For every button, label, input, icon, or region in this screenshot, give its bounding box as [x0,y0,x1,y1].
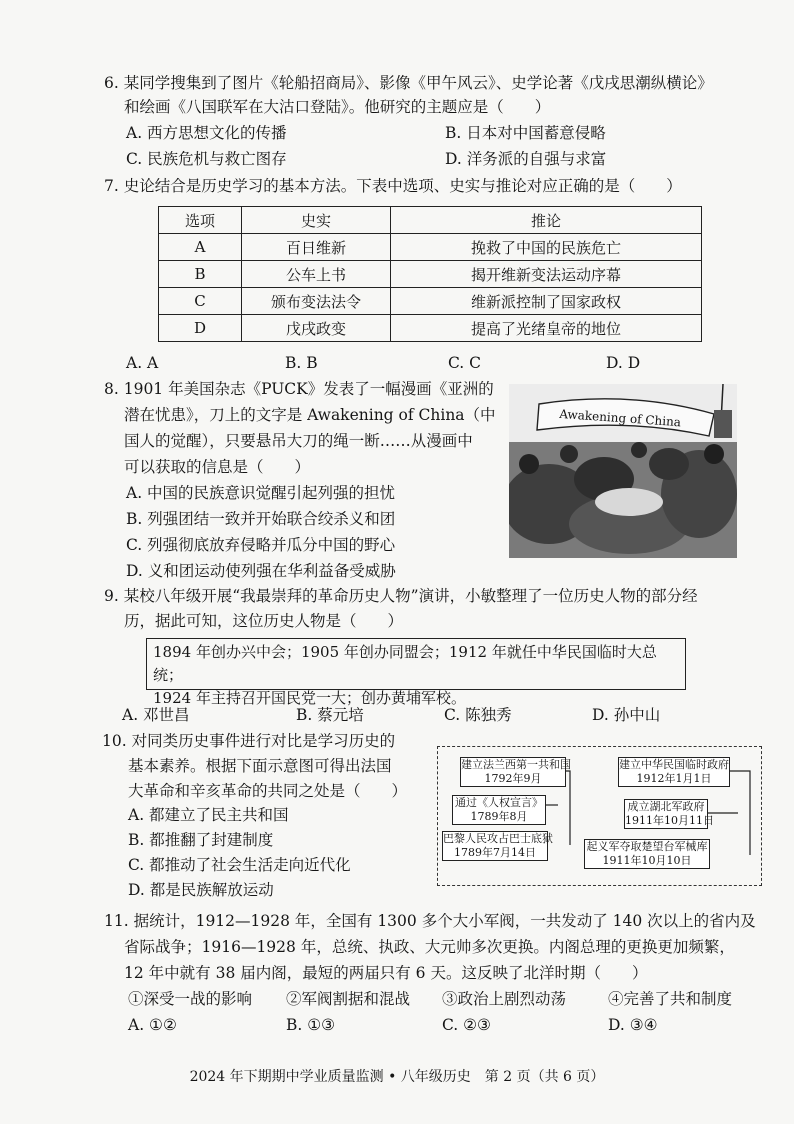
table-row [159,234,702,261]
table-cell: 公车上书 [242,261,391,288]
q8-option-d: D. 义和团运动使列强在华利益备受威胁 [126,562,396,580]
q11-item-4: ④完善了共和制度 [608,990,733,1008]
q9-option-d: D. 孙中山 [592,706,661,724]
diagram-event-date: 1912年1月1日 [636,772,712,785]
q10-stem-line1: 10. 对同类历史事件进行对比是学习历史的 [102,732,396,750]
q11-stem-line3: 12 年中就有 38 届内阁，最短的两届只有 6 天。这反映了北洋时期（ ） [124,964,648,982]
q7-option-d: D. D [606,354,641,372]
q7-option-b: B. B [285,354,318,372]
table-header: 史实 [242,207,391,234]
q7-stem: 7. 史论结合是历史学习的基本方法。下表中选项、史实与推论对应正确的是（ ） [104,177,682,195]
table-cell: D [159,315,242,342]
q10-option-d: D. 都是民族解放运动 [128,881,274,899]
q11-option-c: C. ②③ [442,1016,491,1034]
table-cell: 揭开维新变法运动序幕 [391,261,702,288]
table-cell: 颁布变法法令 [242,288,391,315]
table-cell: A [159,234,242,261]
table-cell: C [159,288,242,315]
cartoon-image [509,384,737,558]
table-row [159,288,702,315]
q7-option-a: A. A [126,354,159,372]
q6-option-c: C. 民族危机与救亡图存 [126,150,287,168]
q9-stem-line2: 历，据此可知，这位历史人物是（ ） [124,612,404,630]
q9-option-c: C. 陈独秀 [444,706,512,724]
table-cell: 提高了光绪皇帝的地位 [391,315,702,342]
q9-stem-line1: 9. 某校八年级开展“我最崇拜的革命历史人物”演讲，小敏整理了一位历史人物的部分经 [104,587,698,605]
q8-stem-line3: 国人的觉醒），只要悬吊大刀的绳一断……从漫画中 [124,432,473,450]
q8-option-c: C. 列强彻底放弃侵略并瓜分中国的野心 [126,536,396,554]
table-cell: 维新派控制了国家政权 [391,288,702,315]
diagram-event-date: 1789年8月 [470,810,528,823]
q11-item-1: ①深受一战的影响 [128,990,253,1008]
page-footer: 2024 年下期期中学业质量监测 • 八年级历史 第 2 页（共 6 页） [189,1069,605,1085]
q9-box-line2: 1924 年主持召开国民党一大；创办黄埔军校。 [153,689,466,707]
q10-diagram [437,746,762,886]
table-row [159,315,702,342]
q9-option-a: A. 邓世昌 [122,706,190,724]
diagram-event-title: 巴黎人民攻占巴士底狱 [443,832,553,845]
q11-option-a: A. ①② [128,1016,177,1034]
diagram-event-title: 建立中华民国临时政府 [619,758,729,771]
q7-option-c: C. C [448,354,482,372]
sword-inscription: Awakening of China [558,406,682,430]
q10-option-c: C. 都推动了社会生活走向近代化 [128,856,351,874]
q11-option-d: D. ③④ [608,1016,658,1034]
diagram-box-left-2 [452,795,546,825]
diagram-event-title: 起义军夺取楚望台军械库 [586,840,708,853]
q10-stem-line3: 大革命和辛亥革命的共同之处是（ ） [128,782,408,800]
diagram-box-right-1 [618,757,730,787]
q11-stem-line2: 省际战争；1916—1928 年，总统、执政、大元帅多次更换。内阁总理的更换更加频繁， [124,938,735,956]
table-cell: 百日维新 [242,234,391,261]
q6-option-a: A. 西方思想文化的传播 [126,124,287,142]
q8-option-a: A. 中国的民族意识觉醒引起列强的担忧 [126,484,396,502]
table-cell: 挽救了中国的民族危亡 [391,234,702,261]
q6-option-b: B. 日本对中国蓄意侵略 [445,124,606,142]
diagram-box-left-3 [442,831,553,861]
diagram-box-left-1 [460,757,571,787]
diagram-event-date: 1911年10月11日 [625,814,714,827]
q9-info-box [146,638,686,707]
q8-stem-line4: 可以获取的信息是（ ） [124,458,311,476]
diagram-box-right-3 [584,839,710,869]
q9-option-b: B. 蔡元培 [296,706,364,724]
diagram-event-title: 成立湖北军政府 [627,800,705,813]
diagram-event-date: 1792年9月 [484,772,542,785]
q9-box-line1: 1894 年创办兴中会；1905 年创办同盟会；1912 年就任中华民国临时大总统； [153,643,657,684]
q10-stem-line2: 基本素养。根据下面示意图可得出法国 [128,757,392,775]
diagram-box-right-2 [624,799,714,829]
q11-item-3: ③政治上剧烈动荡 [442,990,567,1008]
table-cell: B [159,261,242,288]
q8-option-b: B. 列强团结一致并开始联合绞杀义和团 [126,510,396,528]
q6-stem-line1: 6. 某同学搜集到了图片《轮船招商局》、影像《甲午风云》、史学论著《戊戌思潮纵横论》 [104,74,713,92]
q6-option-d: D. 洋务派的自强与求富 [445,150,607,168]
table-row [159,261,702,288]
q11-stem-line1: 11. 据统计，1912—1928 年，全国有 1300 多个大小军阀，一共发动了 140 次以上的省内及 [104,912,756,930]
table-header: 选项 [159,207,242,234]
q10-option-b: B. 都推翻了封建制度 [128,831,274,849]
diagram-event-title: 建立法兰西第一共和国 [461,758,571,771]
q6-stem-line2: 和绘画《八国联军在大沽口登陆》。他研究的主题应是（ ） [124,98,551,116]
diagram-event-title: 通过《人权宣言》 [455,796,543,809]
q10-option-a: A. 都建立了民主共和国 [128,806,289,824]
q11-option-b: B. ①③ [286,1016,336,1034]
table-header: 推论 [391,207,702,234]
q11-item-2: ②军阀割据和混战 [286,990,411,1008]
diagram-event-date: 1911年10月10日 [602,854,692,867]
table-cell: 戊戌政变 [242,315,391,342]
table-header-row [159,207,702,234]
q7-table [158,206,702,342]
q8-stem-line1: 8. 1901 年美国杂志《PUCK》发表了一幅漫画《亚洲的 [104,380,494,398]
diagram-event-date: 1789年7月14日 [454,846,536,859]
q8-stem-line2: 潜在忧患》，刀上的文字是 Awakening of China（中 [124,406,496,424]
